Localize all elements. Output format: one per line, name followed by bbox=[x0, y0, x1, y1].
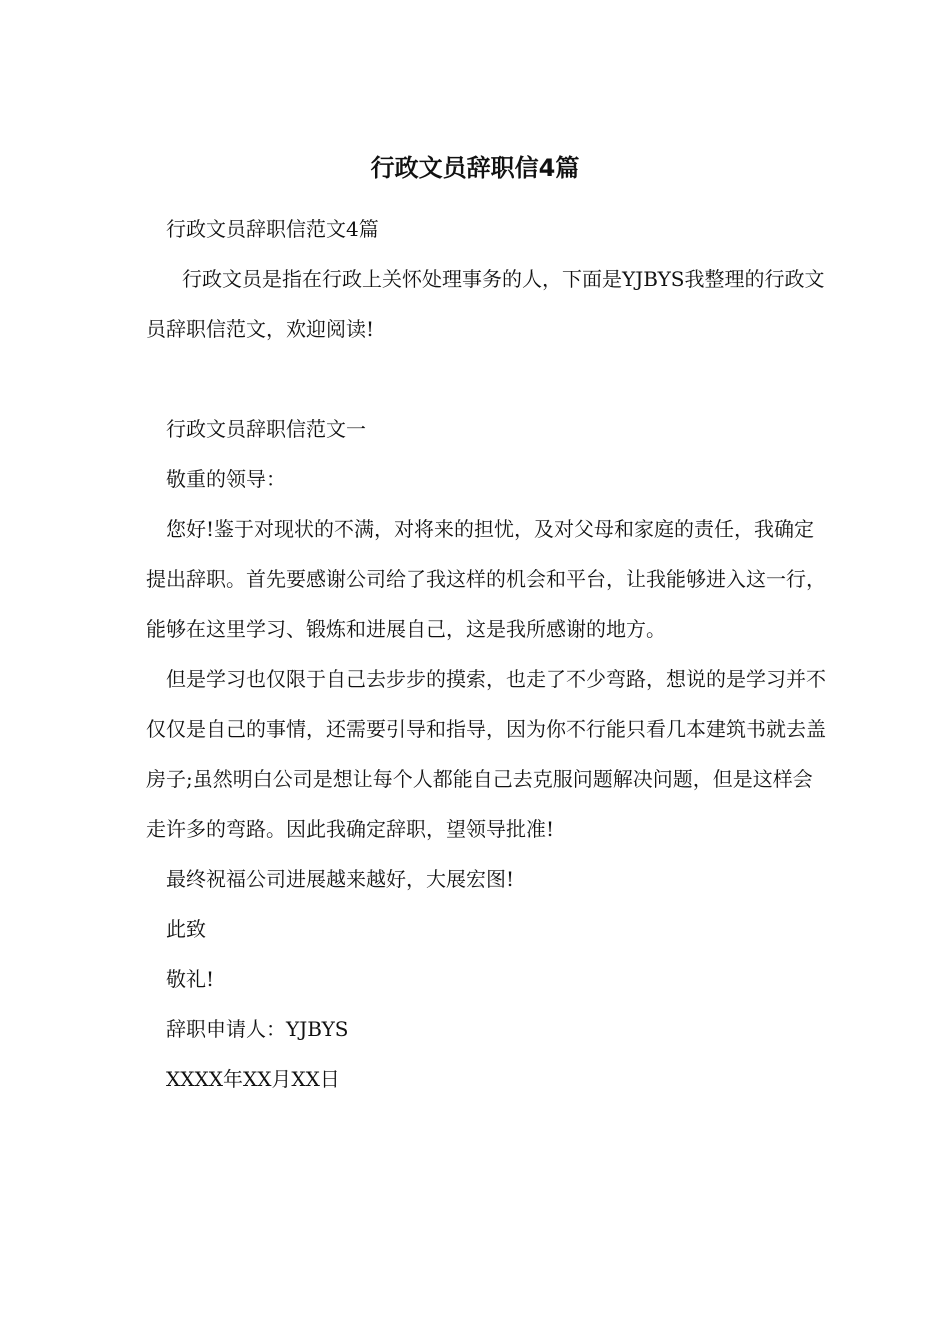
intro-paragraph: 行政文员是指在行政上关怀处理事务的人，下面是YJBYS我整理的行政文员辞职信范文，欢迎阅读! bbox=[146, 267, 825, 341]
document-body bbox=[146, 204, 826, 1104]
closing-line: 此致 bbox=[166, 917, 206, 941]
body-paragraph: 但是学习也仅限于自己去步步的摸索，也走了不少弯路，想说的是学习并不仅仅是自己的事情，还需要引导和指导，因为你不行能只看几本建筑书就去盖房子;虽然明白公司是想让每个人都能自己去克服问题解决问题，但是这样会走许多的弯路。因此我确定辞职，望领导批准! bbox=[146, 667, 826, 841]
document-title: 行政文员辞职信4篇 bbox=[370, 154, 580, 182]
body-paragraph: 您好!鉴于对现状的不满，对将来的担忧，及对父母和家庭的责任，我确定提出辞职。首先要感谢公司给了我这样的机会和平台，让我能够进入这一行，能够在这里学习、锻炼和进展自己，这是我所感谢的地方。 bbox=[146, 517, 826, 641]
closing-salute: 敬礼! bbox=[166, 967, 215, 991]
signature: 辞职申请人：YJBYS bbox=[166, 1017, 349, 1041]
document-subtitle: 行政文员辞职信范文4篇 bbox=[166, 217, 379, 241]
body-paragraph: 最终祝福公司进展越来越好，大展宏图! bbox=[166, 867, 515, 891]
blank-line bbox=[146, 354, 826, 404]
section-heading: 行政文员辞职信范文一 bbox=[166, 417, 366, 441]
date: XXXX年XX月XX日 bbox=[166, 1067, 340, 1091]
salutation: 敬重的领导： bbox=[166, 467, 286, 491]
